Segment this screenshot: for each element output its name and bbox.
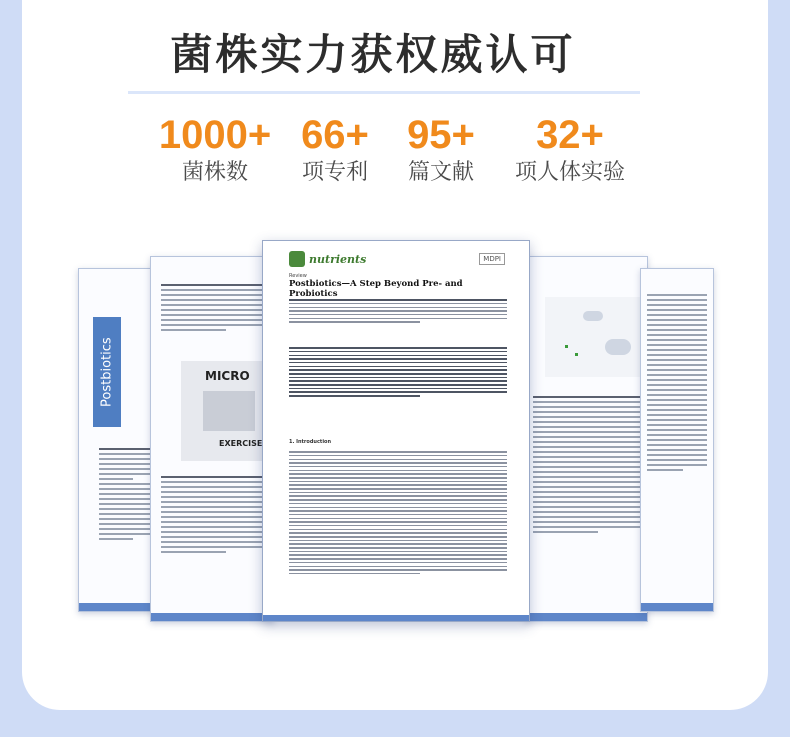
document-band-label: Postbiotics	[93, 317, 121, 427]
document-bottom-bar	[79, 603, 159, 611]
journal-logo-icon	[289, 251, 305, 267]
section-heading: 1. Introduction	[289, 439, 332, 445]
article-title: Postbiotics—A Step Beyond Pre- and Probiotics	[289, 279, 463, 299]
stat-human-trials	[485, 112, 655, 188]
document-text-lines	[533, 393, 641, 536]
publisher-badge: MDPI	[479, 253, 505, 265]
document-text-lines	[161, 281, 269, 334]
stat-label: 项人体实验	[514, 160, 625, 185]
figure-label: MICRO	[205, 369, 250, 383]
journal-logo	[289, 251, 366, 267]
document-page-far-left	[78, 268, 160, 612]
document-bottom-bar	[525, 613, 647, 621]
abstract-lines	[289, 345, 507, 399]
author-lines	[289, 297, 507, 325]
stat-value: 32+	[536, 113, 604, 157]
document-bottom-bar	[151, 613, 273, 621]
document-page-right	[524, 256, 648, 622]
article-type: Review	[289, 273, 307, 279]
body-text-lines	[289, 449, 507, 577]
stat-label: 菌株数	[181, 160, 248, 185]
pyramid-figure	[181, 361, 273, 461]
title-divider	[128, 91, 640, 94]
figure-label: EXERCISE	[219, 439, 263, 448]
diagram-figure	[545, 297, 641, 377]
stat-value: 95+	[407, 113, 475, 157]
document-page-main	[262, 240, 530, 622]
stat-label: 项专利	[301, 160, 368, 185]
document-text-lines	[647, 291, 707, 474]
journal-name: nutrients	[309, 252, 367, 266]
page-title: 菌株实力获权威认可	[170, 30, 576, 79]
stat-value: 1000+	[158, 113, 272, 157]
document-text-lines	[161, 473, 269, 556]
stat-label: 篇文献	[407, 160, 474, 185]
document-page-far-right	[640, 268, 714, 612]
document-page-left	[150, 256, 274, 622]
document-text-lines	[99, 445, 155, 543]
document-bottom-bar	[263, 615, 529, 621]
stat-value: 66+	[301, 113, 369, 157]
document-bottom-bar	[641, 603, 713, 611]
